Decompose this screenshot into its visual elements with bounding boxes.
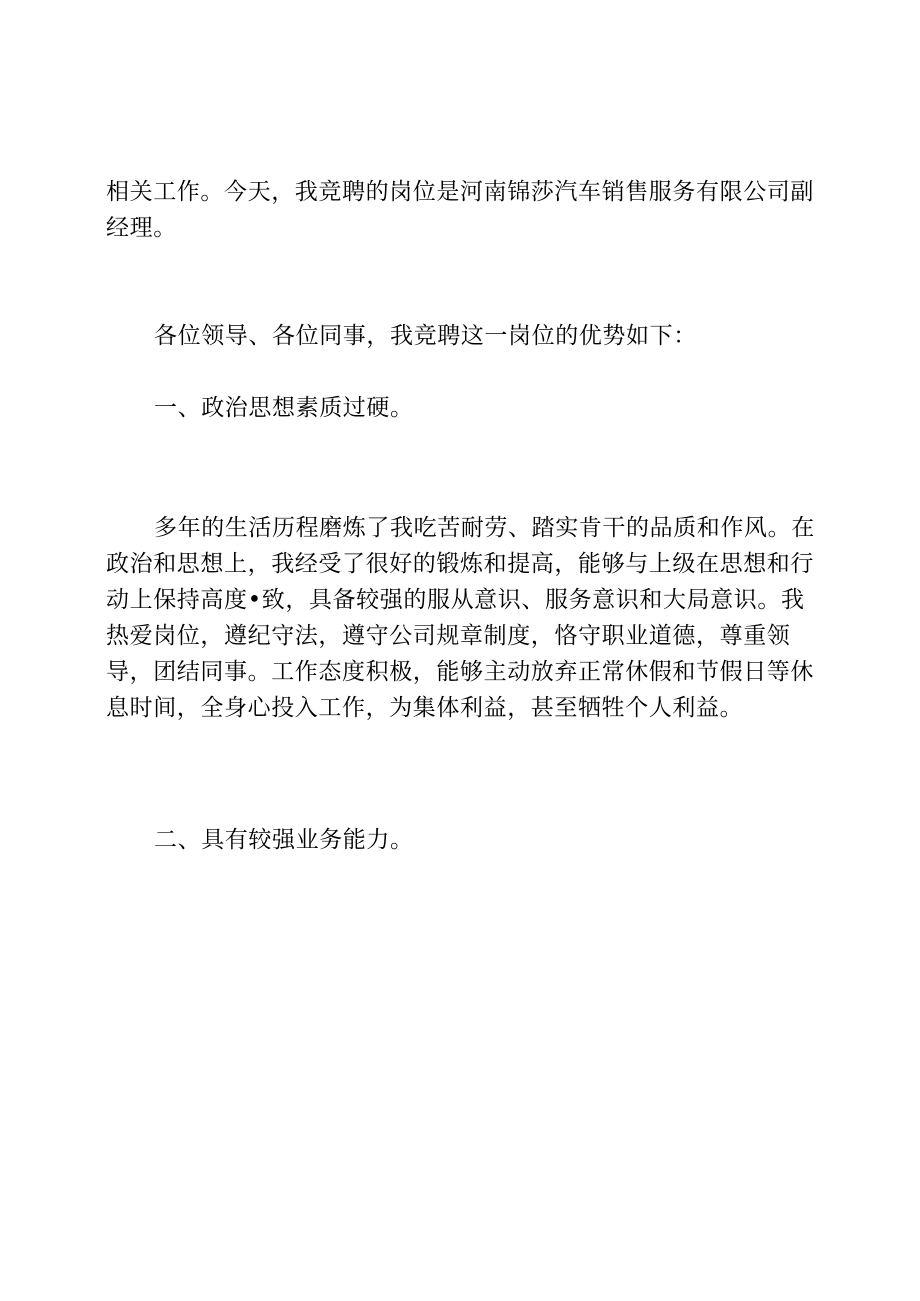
paragraph-advantages-intro: 各位领导、各位同事，我竞聘这一岗位的优势如下：: [154, 323, 697, 349]
section-heading-political-quality: 一、政治思想素质过硬。: [154, 395, 414, 421]
paragraph-political-quality-body: 多年的生活历程磨炼了我吃苦耐劳、踏实肯干的品质和作风。在政治和思想上，我经受了很好的锻炼和提高，能够与上级在思想和行动上保持高度•致，具备较强的服从意识、服务意识和大局意识。我热爱岗位，遵纪守法，遵守公司规章制度，恪守职业道德，尊重领导，团结同事。工作态度积极，能够主动放弃正常休假和节假日等休息时间，全身心投入工作，为集体利益，甚至牺牲个人利益。: [106, 515, 815, 721]
section-heading-business-ability: 二、具有较强业务能力。: [154, 827, 414, 853]
paragraph-continuation: 相关工作。今天，我竞聘的岗位是河南锦莎汽车销售服务有限公司副经理。: [106, 179, 814, 241]
